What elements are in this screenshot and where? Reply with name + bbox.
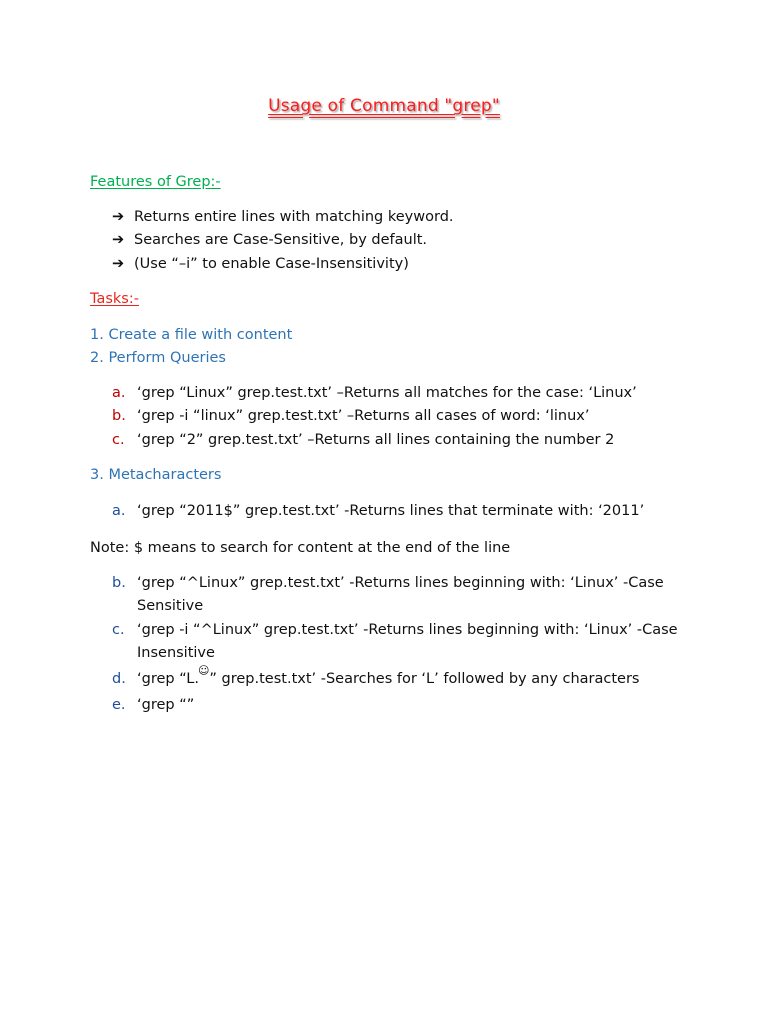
meta-text: ‘grep “” (137, 697, 195, 713)
right-arrow-icon: ➔ (112, 232, 125, 248)
note-text: Note: $ means to search for content at the end of the line (90, 540, 511, 556)
step-perform-queries: 2. Perform Queries (90, 350, 226, 366)
list-marker: c. (112, 432, 125, 448)
feature-text: (Use “–i” to enable Case-Insensitivity) (134, 256, 409, 272)
list-marker: b. (112, 408, 126, 424)
list-marker: d. (112, 671, 126, 687)
meta-text: ‘grep “^Linux” grep.test.txt’ -Returns lines beginning with: ‘Linux’ -Case (137, 575, 664, 591)
step-create-file: 1. Create a file with content (90, 327, 293, 343)
feature-text: Searches are Case-Sensitive, by default. (134, 232, 428, 248)
feature-item (112, 209, 454, 225)
meta-item-b-continuation (112, 598, 203, 614)
meta-item-e (112, 697, 194, 713)
meta-text: ‘grep “2011$” grep.test.txt’ -Returns lines that terminate with: ‘2011’ (137, 503, 645, 519)
meta-item-b (112, 575, 664, 591)
meta-text: Sensitive (137, 598, 204, 614)
meta-item-c-continuation (112, 645, 215, 661)
query-text: ‘grep “2” grep.test.txt’ –Returns all lines containing the number 2 (137, 432, 615, 448)
query-item-b (112, 408, 589, 424)
meta-item-a (112, 503, 644, 519)
meta-text-pre: ‘grep “L. (137, 671, 199, 687)
list-marker: a. (112, 385, 126, 401)
query-text: ‘grep -i “linux” grep.test.txt’ –Returns all cases of word: ‘linux’ (137, 408, 590, 424)
page-title: Usage of Command "grep" (268, 96, 500, 116)
meta-text: ‘grep -i “^Linux” grep.test.txt’ -Returns lines beginning with: ‘Linux’ -Case (137, 622, 678, 638)
metacharacters-heading: 3. Metacharacters (90, 467, 222, 483)
meta-text-post: ” grep.test.txt’ -Searches for ‘L’ followed by any characters (209, 671, 640, 687)
query-text: ‘grep “Linux” grep.test.txt’ –Returns all matches for the case: ‘Linux’ (137, 385, 637, 401)
list-marker: e. (112, 697, 126, 713)
list-marker: c. (112, 622, 125, 638)
meta-text: Insensitive (137, 645, 215, 661)
feature-item (112, 256, 409, 272)
smiley-icon: ☺ (197, 664, 210, 677)
feature-text: Returns entire lines with matching keyword. (134, 209, 454, 225)
features-heading: Features of Grep:- (90, 174, 221, 190)
meta-item-c (112, 622, 678, 638)
query-item-a (112, 385, 637, 401)
feature-item (112, 232, 427, 248)
right-arrow-icon: ➔ (112, 209, 125, 225)
right-arrow-icon: ➔ (112, 256, 125, 272)
query-item-c (112, 432, 614, 448)
list-marker: b. (112, 575, 126, 591)
meta-item-d (112, 664, 640, 687)
list-marker: a. (112, 503, 126, 519)
tasks-heading: Tasks:- (90, 291, 139, 307)
